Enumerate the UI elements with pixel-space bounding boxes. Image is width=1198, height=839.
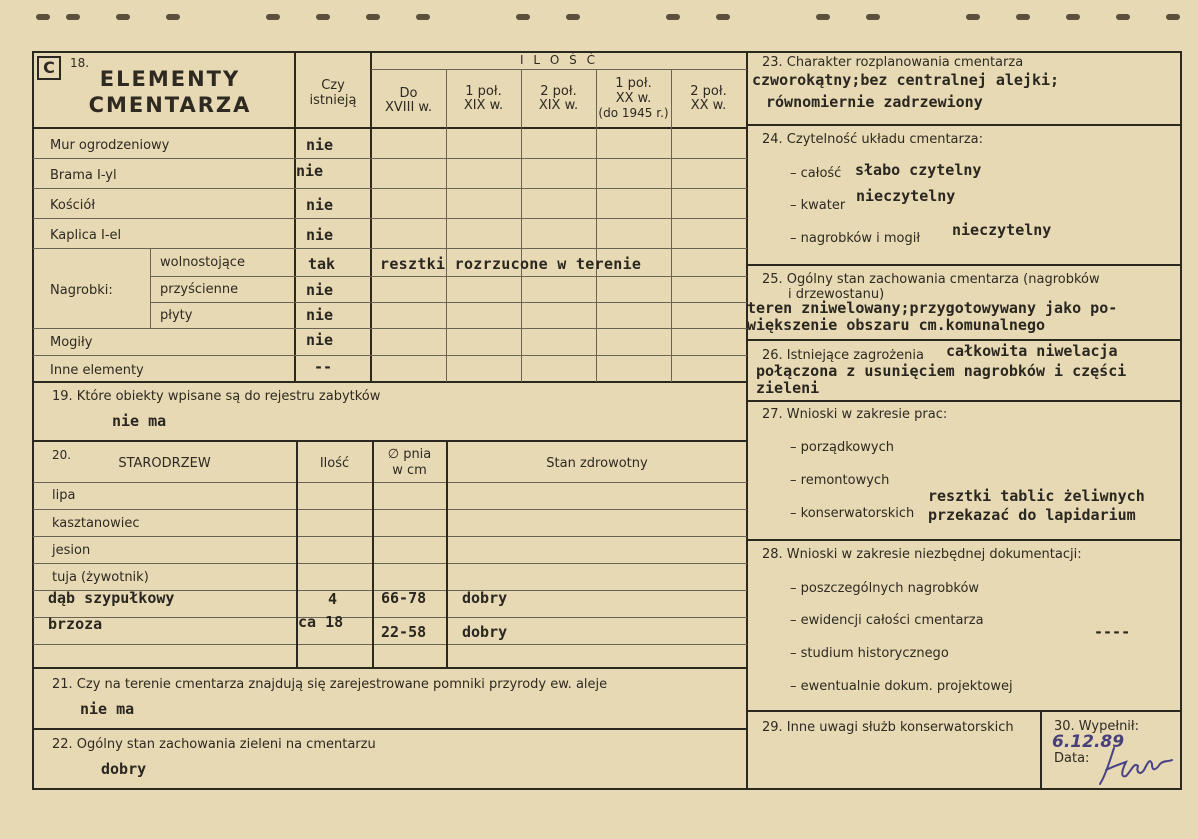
column-header-diameter-line2: w cm	[392, 463, 427, 478]
punch-hole	[866, 14, 880, 20]
punch-hole	[316, 14, 330, 20]
section-26-line2: połączona z usunięciem nagrobków i części	[756, 362, 1127, 380]
tree-row-oak-qty: 4	[328, 590, 338, 608]
section-18-title-line2: CMENTARZA	[88, 93, 252, 117]
section-25-label-line1: 25. Ogólny stan zachowania cmentarza (nagrobków	[762, 272, 1100, 287]
section-25-label-line2: i drzewostanu)	[788, 287, 885, 302]
column-header-exists: Czy istnieją	[309, 78, 357, 108]
punch-hole	[516, 14, 530, 20]
punch-hole	[66, 14, 80, 20]
row-sublabel-wall-mounted: przyścienne	[160, 282, 239, 297]
tree-row-birch-qty: ca 18	[298, 613, 344, 631]
period-5-line2: XX w.	[690, 98, 727, 113]
section-27-conservation-line2: przekazać do lapidarium	[928, 506, 1136, 524]
punch-hole	[366, 14, 380, 20]
section-28-item-history: – studium historycznego	[790, 646, 949, 661]
column-header-health: Stan zdrowotny	[546, 456, 648, 471]
punch-hole	[816, 14, 830, 20]
period-1-line1: Do	[399, 86, 418, 101]
punch-hole	[716, 14, 730, 20]
punch-hole	[566, 14, 580, 20]
column-header-quantity: I L O Ś Ć	[520, 53, 598, 67]
section-27-repair: – remontowych	[790, 473, 890, 488]
punch-hole	[966, 14, 980, 20]
section-24-whole-label: – całość	[790, 166, 842, 181]
section-28-item-tombstones: – poszczególnych nagrobków	[790, 581, 980, 596]
period-1-line2: XVIII w.	[384, 100, 432, 115]
section-22-label: 22. Ogólny stan zachowania zieleni na cmentarzu	[52, 737, 376, 752]
section-19-label: 19. Które obiekty wpisane są do rejestru zabytków	[52, 389, 381, 404]
row-value-chapel: nie	[306, 226, 334, 244]
tree-row-chestnut: kasztanowiec	[52, 516, 140, 531]
punch-hole	[36, 14, 50, 20]
section-20-title: STARODRZEW	[118, 456, 211, 471]
punch-hole	[266, 14, 280, 20]
tree-row-oak-diameter: 66-78	[381, 589, 427, 607]
punch-hole	[166, 14, 180, 20]
period-4-line3: (do 1945 r.)	[598, 106, 669, 120]
section-24-label: 24. Czytelność układu cmentarza:	[762, 132, 984, 147]
section-23-line2: równomiernie zadrzewiony	[766, 93, 983, 111]
punch-hole	[416, 14, 430, 20]
row-value-wall-mounted: nie	[306, 281, 334, 299]
section-30-filled-by: 30. Wypełnił:	[1054, 719, 1139, 734]
section-28-label: 28. Wnioski w zakresie niezbędnej dokumentacji:	[762, 547, 1082, 562]
section-26-label: 26. Istniejące zagrożenia	[762, 348, 924, 363]
tree-row-oak: dąb szypułkowy	[48, 589, 175, 607]
tree-row-birch-state: dobry	[462, 623, 508, 641]
punch-hole	[1166, 14, 1180, 20]
section-21-label: 21. Czy na terenie cmentarza znajdują się zarejestrowane pomniki przyrody ew. aleje	[52, 677, 608, 692]
section-27-order: – porządkowych	[790, 440, 894, 455]
tree-row-lime: lipa	[52, 488, 76, 503]
row-value-church: nie	[306, 196, 334, 214]
tree-row-birch: brzoza	[48, 615, 103, 633]
section-24-graves-label: – nagrobków i mogił	[790, 231, 921, 246]
section-28-value: ----	[1094, 623, 1131, 641]
period-4-line1: 1 poł.	[615, 76, 652, 91]
column-header-diameter-line1: ∅ pnia	[387, 447, 432, 462]
punch-hole	[116, 14, 130, 20]
row-label-graves: Mogiły	[50, 335, 93, 350]
row-sublabel-freestanding: wolnostojące	[160, 255, 245, 270]
row-label-tombstones: Nagrobki:	[50, 283, 113, 298]
section-25-line2: większenie obszaru cm.komunalnego	[747, 316, 1046, 334]
section-23-line1: czworokątny;bez centralnej alejki;	[752, 71, 1060, 89]
row-value-wall: nie	[306, 136, 334, 154]
section-30-date-value: 6.12.89	[1052, 732, 1125, 752]
period-2-line2: XIX w.	[463, 98, 504, 113]
section-24-quarters-value: nieczytelny	[856, 187, 956, 205]
period-5-line1: 2 poł.	[690, 84, 727, 99]
row-value-slabs: nie	[306, 306, 334, 324]
section-19-value: nie ma	[112, 412, 167, 430]
section-18-title-line1: ELEMENTY	[99, 67, 241, 91]
punch-hole	[666, 14, 680, 20]
section-22-value: dobry	[101, 760, 147, 778]
section-24-quarters-label: – kwater	[790, 198, 846, 213]
section-28-item-project: – ewentualnie dokum. projektowej	[790, 679, 1013, 694]
period-3-line1: 2 poł.	[540, 84, 577, 99]
signature	[1096, 740, 1176, 788]
row-label-wall: Mur ogrodzeniowy	[50, 138, 170, 153]
row-value-gate: nie	[296, 162, 324, 180]
section-26-line1: całkowita niwelacja	[946, 342, 1118, 360]
section-30-date-label: Data:	[1054, 751, 1090, 766]
section-26-line3: zieleni	[756, 379, 820, 397]
section-27-label: 27. Wnioski w zakresie prac:	[762, 407, 948, 422]
section-29-label: 29. Inne uwagi służb konserwatorskich	[762, 720, 1014, 735]
row-label-gate: Brama I-yl	[50, 168, 117, 183]
section-23-label: 23. Charakter rozplanowania cmentarza	[762, 55, 1024, 70]
row-sublabel-slabs: płyty	[160, 308, 193, 323]
section-21-value: nie ma	[80, 700, 135, 718]
tree-row-birch-diameter: 22-58	[381, 623, 427, 641]
row-value-other: --	[314, 358, 333, 376]
tombstones-note: resztki rozrzucone w terenie	[380, 255, 642, 273]
row-label-chapel: Kaplica I-el	[50, 228, 122, 243]
punch-hole	[1116, 14, 1130, 20]
section-24-graves-value: nieczytelny	[952, 221, 1052, 239]
section-25-line1: teren zniwelowany;przygotowywany jako po-	[747, 299, 1118, 317]
section-28-item-records: – ewidencji całości cmentarza	[790, 613, 984, 628]
period-3-line2: XIX w.	[538, 98, 579, 113]
punch-hole	[1066, 14, 1080, 20]
tree-row-oak-state: dobry	[462, 589, 508, 607]
section-27-conservation: – konserwatorskich	[790, 506, 915, 521]
period-4-line2: XX w.	[615, 91, 652, 106]
section-18-number: 18.	[70, 56, 90, 70]
section-letter-box: C	[37, 56, 61, 80]
row-value-graves: nie	[306, 331, 334, 349]
section-27-conservation-line1: resztki tablic żeliwnych	[928, 487, 1145, 505]
tree-row-thuja: tuja (żywotnik)	[52, 570, 149, 585]
tree-row-ash: jesion	[52, 543, 91, 558]
row-value-freestanding: tak	[308, 255, 336, 273]
row-label-church: Kościół	[50, 198, 96, 213]
period-2-line1: 1 poł.	[465, 84, 502, 99]
section-24-whole-value: słabo czytelny	[855, 161, 982, 179]
column-header-qty: Ilość	[319, 456, 350, 471]
punch-hole	[1016, 14, 1030, 20]
section-20-number: 20.	[52, 448, 72, 462]
row-label-other: Inne elementy	[50, 363, 144, 378]
